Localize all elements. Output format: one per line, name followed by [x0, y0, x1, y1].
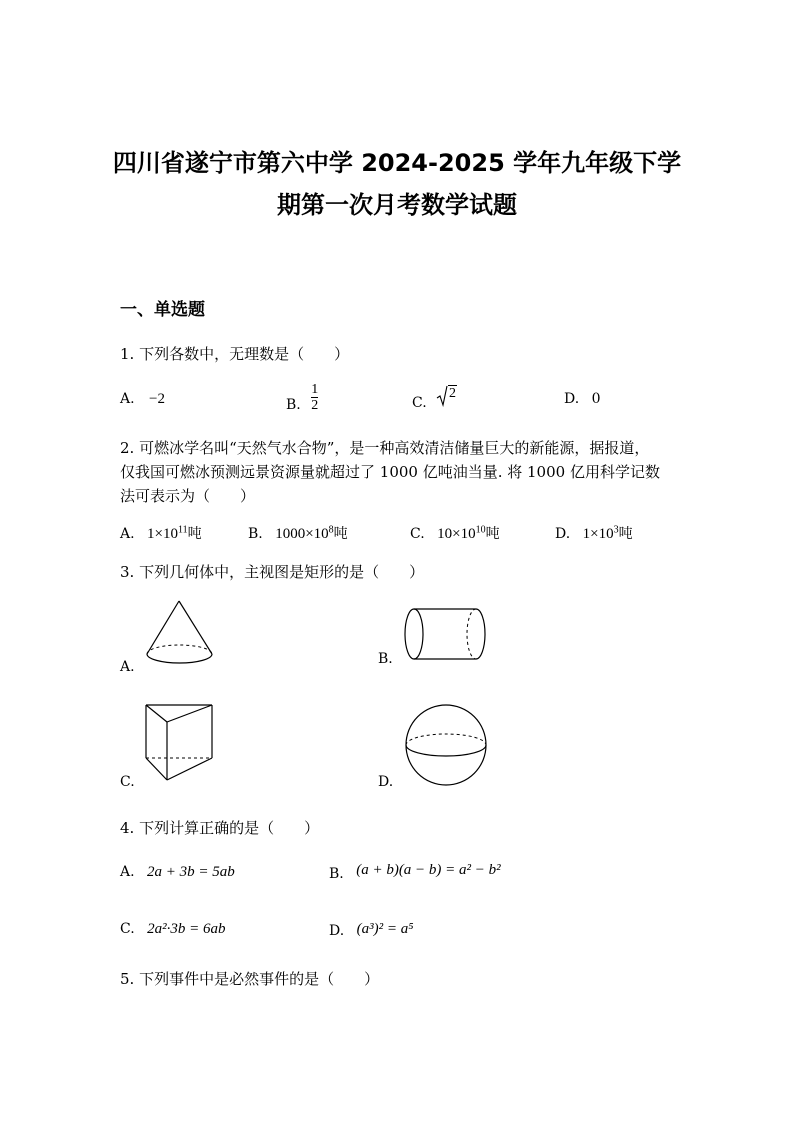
cone-icon [140, 598, 220, 670]
q2-option-c [410, 523, 500, 543]
q3-option-a-label: A. [120, 659, 135, 675]
q4-option-b-label: B. [329, 866, 344, 882]
fraction-numerator: 1 [311, 382, 319, 397]
question-2-stem-line1: 2. 可燃冰学名叫“天然气水合物”，是一种高效清洁储量巨大的新能源，据报道， [120, 439, 650, 457]
q3-option-c-label: C. [120, 774, 135, 790]
q2-option-b [248, 523, 348, 543]
q1-option-a [120, 391, 165, 408]
q1-option-b-fraction [311, 382, 318, 413]
q3-option-b-label: B. [378, 651, 393, 667]
q2-option-c-label: C. [410, 526, 425, 542]
q2-option-c-exponent: 10 [475, 524, 486, 536]
q4-option-c-label: C. [120, 921, 135, 937]
sphere-icon [398, 702, 494, 786]
q2-option-c-base: 10×10 [437, 526, 476, 542]
q4-option-b [329, 862, 501, 883]
q4-option-d [329, 923, 413, 940]
cylinder-icon [398, 604, 494, 668]
question-5-stem: 5. 下列事件中是必然事件的是（ ） [120, 970, 380, 988]
section-heading: 一、单选题 [120, 300, 205, 320]
q2-option-a-label: A. [120, 526, 135, 542]
q1-option-a-value: −2 [149, 391, 165, 407]
question-3-stem: 3. 下列几何体中，主视图是矩形的是（ ） [120, 563, 425, 581]
sqrt-radical-icon [436, 385, 448, 407]
q4-option-b-expression: (a + b)(a − b) = a² − b² [356, 862, 501, 878]
q2-option-a-exponent: 11 [177, 524, 188, 536]
q1-option-c-label: C. [412, 395, 427, 411]
q3-option-d-label: D. [378, 774, 394, 790]
q2-option-a-base: 1×10 [147, 526, 178, 542]
q4-option-d-label: D. [329, 923, 345, 939]
q2-option-b-base: 1000×10 [275, 526, 329, 542]
q4-option-d-expression: (a³)² = a⁵ [356, 921, 414, 937]
question-2-stem-line2: 仅我国可燃冰预测远景资源量就超过了 1000 亿吨油当量. 将 1000 亿用科学记数 [120, 463, 660, 481]
question-1-stem: 1. 下列各数中，无理数是（ ） [120, 345, 350, 363]
q1-option-a-label: A. [120, 391, 135, 407]
q1-option-d-value: 0 [591, 391, 601, 407]
q2-option-d-exponent: 3 [613, 524, 619, 536]
question-4-stem: 4. 下列计算正确的是（ ） [120, 819, 320, 837]
q4-option-c [120, 921, 226, 938]
q1-option-d [564, 391, 601, 407]
q4-option-c-expression: 2a²·3b = 6ab [147, 921, 226, 937]
q2-option-b-unit: 吨 [333, 526, 348, 542]
q1-option-b [286, 381, 318, 413]
q1-option-d-label: D. [564, 391, 580, 407]
q4-option-a-label: A. [120, 864, 135, 880]
q2-option-d-label: D. [555, 526, 571, 542]
q2-option-d-unit: 吨 [618, 526, 633, 542]
q2-option-d-base: 1×10 [582, 526, 614, 542]
q1-option-c [412, 386, 456, 411]
q2-option-b-label: B. [248, 526, 263, 542]
fraction-denominator: 2 [311, 398, 319, 413]
q2-option-c-unit: 吨 [485, 526, 500, 542]
question-2-stem-line3: 法可表示为（ ） [120, 487, 256, 505]
q1-option-b-label: B. [286, 397, 301, 413]
q2-option-b-exponent: 8 [328, 524, 334, 536]
q1-option-c-radicand: 2 [449, 386, 456, 401]
q2-option-d [555, 523, 633, 543]
page-title-line1: 四川省遂宁市第六中学 2024-2025 学年九年级下学 [112, 149, 682, 177]
q2-option-a [120, 523, 202, 543]
q4-option-a-expression: 2a + 3b = 5ab [147, 864, 235, 880]
page-title-line2: 期第一次月考数学试题 [277, 191, 517, 219]
q2-option-a-unit: 吨 [187, 526, 202, 542]
triangular-prism-icon [140, 700, 220, 788]
q4-option-a [120, 864, 235, 881]
